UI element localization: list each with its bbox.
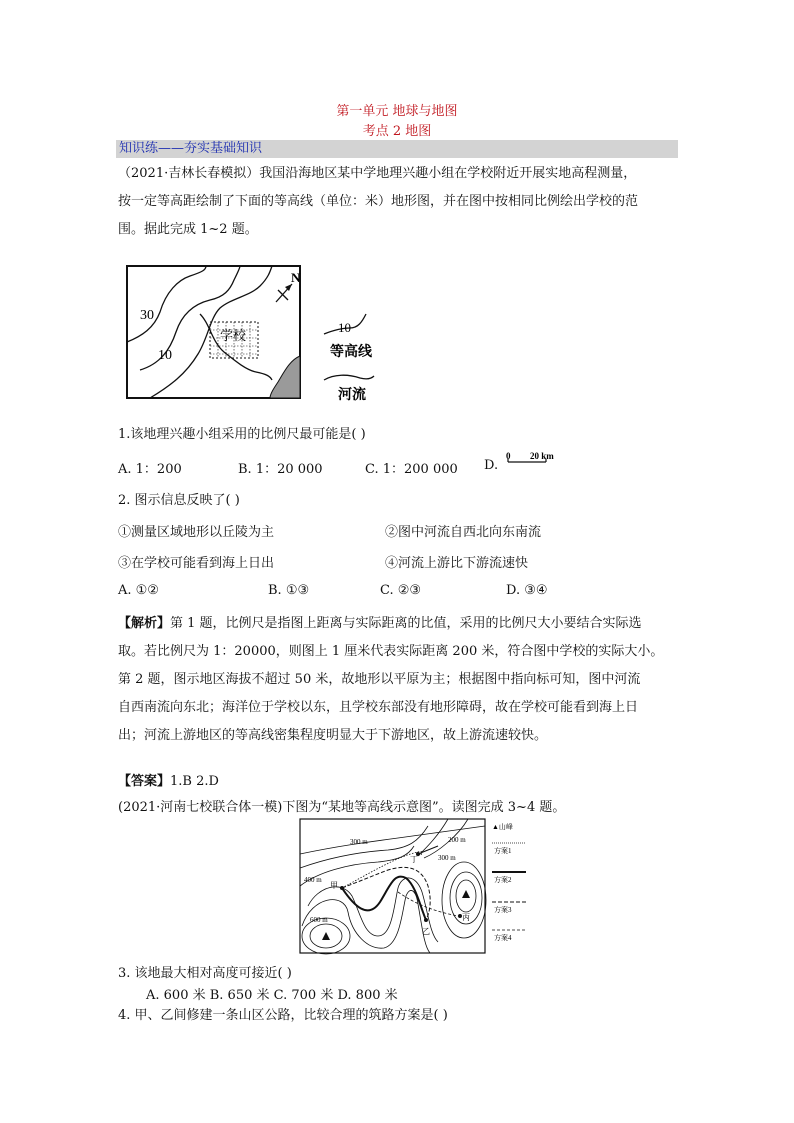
q1-option-a: A. 1：200 — [118, 462, 182, 477]
answer-tag: 【答案】 — [118, 774, 171, 789]
q2-statement-4: ④河流上游比下游流速快 — [385, 556, 529, 571]
scale-zero: 0 — [506, 451, 511, 461]
legend-plan-2: 方案2 — [494, 876, 512, 884]
label-30: 30 — [140, 308, 154, 323]
north-label: N — [291, 270, 301, 285]
label-300m-right: 300 m — [438, 854, 456, 862]
unit-title: 第一单元 地球与地图 — [336, 104, 458, 119]
analysis-block — [118, 610, 678, 750]
scale-bar — [504, 450, 574, 470]
q2-statement-3: ③在学校可能看到海上日出 — [118, 556, 275, 571]
map1-frame — [127, 266, 300, 398]
q2-option-b: B. ①③ — [268, 583, 310, 598]
legend-plan-4: 方案4 — [494, 934, 512, 942]
intro-paragraph-2: (2021·河南七校联合体一模)下图为“某地等高线示意图”。读图完成 3~4 题。 — [118, 800, 566, 815]
intro-paragraph-1 — [118, 160, 678, 244]
label-10: 10 — [158, 348, 172, 363]
legend-contour-value: 10 — [338, 320, 351, 335]
label-ding: 丁 — [410, 855, 418, 864]
contour-map-2 — [298, 816, 538, 956]
q2-stem: 2. 图示信息反映了( ) — [118, 493, 240, 508]
q1-option-d: D. — [484, 458, 499, 473]
analysis-line: 第 1 题，比例尺是指图上距离与实际距离的比值，采用的比例尺大小要结合实际选 — [170, 616, 642, 631]
legend-river-label: 河流 — [338, 388, 366, 403]
q2-statement-2: ②图中河流自西北向东南流 — [385, 525, 542, 540]
label-400m: 400 m — [304, 876, 322, 884]
label-jia: 甲 — [330, 881, 338, 890]
q3-stem: 3. 该地最大相对高度可接近( ) — [118, 966, 292, 981]
legend-contour-label: 等高线 — [330, 345, 372, 360]
legend-plan-1: 方案1 — [494, 847, 512, 855]
q3-options: A. 600 米 B. 650 米 C. 700 米 D. 800 米 — [146, 988, 398, 1003]
intro-line: 按一定等高距绘制了下面的等高线（单位：米）地形图，并在图中按相同比例绘出学校的范 — [118, 194, 639, 209]
q4-stem: 4. 甲、乙间修建一条山区公路，比较合理的筑路方案是( ) — [118, 1008, 448, 1023]
answer-line — [118, 770, 219, 789]
q1-stem: 1.该地理兴趣小组采用的比例尺最可能是( ) — [118, 427, 366, 442]
q2-option-d: D. ③④ — [506, 583, 548, 598]
contour-map-1 — [120, 262, 390, 404]
answer-text: 1.B 2.D — [170, 774, 219, 789]
analysis-line: 第 2 题，图示地区海拔不超过 50 米，故地形以平原为主；根据图中指向标可知，图中河流 — [118, 672, 641, 687]
q2-statement-1: ①测量区域地形以丘陵为主 — [118, 525, 275, 540]
school-label: 学校 — [220, 328, 247, 343]
label-200m: 200 m — [448, 836, 466, 844]
label-600m: 600 m — [310, 916, 328, 924]
analysis-tag: 【解析】 — [118, 616, 171, 631]
section-banner: 知识练——夯实基础知识 — [116, 140, 678, 158]
q2-option-a: A. ①② — [118, 583, 159, 598]
q1-option-b: B. 1：20 000 — [238, 462, 323, 477]
intro-line: 围。据此完成 1~2 题。 — [118, 222, 258, 237]
scale-value: 20 km — [530, 451, 554, 461]
analysis-line: 出；河流上游地区的等高线密集程度明显大于下游地区，故上游流速较快。 — [118, 728, 548, 743]
label-bing: 丙 — [462, 913, 470, 922]
analysis-line: 取。若比例尺为 1：20000，则图上 1 厘米代表实际距离 200 米，符合图中学校的实际大小。 — [118, 644, 664, 659]
label-300m-top: 300 m — [350, 838, 368, 846]
point-title: 考点 2 地图 — [362, 124, 432, 139]
analysis-line: 自西南流向东北；海洋位于学校以东，且学校东部没有地形障碍，故在学校可能看到海上日 — [118, 700, 639, 715]
legend-peak: ▲山峰 — [492, 823, 513, 831]
q2-option-c: C. ②③ — [380, 583, 422, 598]
q1-option-c: C. 1：200 000 — [365, 462, 458, 477]
legend-plan-3: 方案3 — [494, 906, 512, 914]
label-yi: 乙 — [422, 927, 430, 936]
intro-line: （2021·吉林长春模拟）我国沿海地区某中学地理兴趣小组在学校附近开展实地高程测量， — [118, 166, 637, 181]
legend-river-line — [324, 375, 374, 380]
